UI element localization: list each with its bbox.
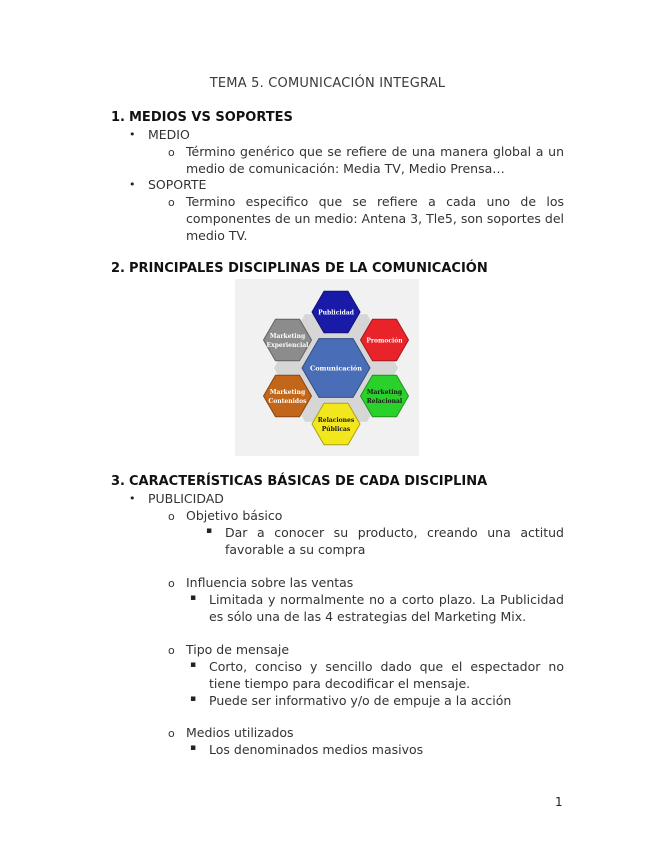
- bullet-icon: •: [129, 178, 136, 191]
- section-1-number: 1.: [111, 110, 125, 125]
- hexagon-diagram: [235, 279, 419, 456]
- node-hex-1-label: Promoción: [366, 337, 403, 345]
- section-1-title: MEDIOS VS SOPORTES: [129, 110, 293, 125]
- section-2-title: PRINCIPALES DISCIPLINAS DE LA COMUNICACIÓN: [129, 261, 488, 276]
- section-3-heading: [111, 474, 487, 489]
- objetivo-heading: Objetivo básico: [186, 508, 283, 523]
- square-bullet-icon: ▪: [206, 526, 213, 536]
- soporte-definition: Termino especifico que se refiere a cada uno de los componentes de un medio: Antena 3, Tle5, son soportes del medio TV.: [186, 194, 564, 243]
- objetivo-item: Dar a conocer su producto, creando una actitud favorable a su compra: [225, 525, 564, 557]
- node-hex-2-label: Marketing: [366, 389, 403, 396]
- center-hex-label: Comunicación: [310, 364, 362, 373]
- node-hex-5-label: Experiencial: [266, 342, 309, 349]
- mensaje-heading: Tipo de mensaje: [186, 642, 290, 657]
- square-bullet-icon: ▪: [190, 743, 197, 753]
- medios-item: Los denominados medios masivos: [209, 742, 424, 757]
- influencia-item: Limitada y normalmente no a corto plazo. La Publicidad es sólo una de las 4 estrategias del Marketing Mix.: [209, 592, 564, 624]
- section-1-heading: [111, 110, 293, 125]
- influencia-heading: Influencia sobre las ventas: [186, 575, 354, 590]
- square-bullet-icon: ▪: [190, 694, 197, 704]
- section-2-heading: [111, 261, 488, 276]
- medio-definition: Término genérico que se refiere de una manera global a un medio de comunicación: Media TV, Medio Prensa…: [186, 144, 564, 176]
- section-3-title: CARACTERÍSTICAS BÁSICAS DE CADA DISCIPLINA: [129, 474, 488, 489]
- disciplines-diagram: [235, 279, 419, 456]
- node-hex-4-label: Contenidos: [268, 398, 307, 405]
- medios-heading: Medios utilizados: [186, 725, 294, 740]
- circle-bullet-icon: o: [168, 510, 175, 523]
- node-hex-0-label: Publicidad: [318, 309, 354, 317]
- circle-bullet-icon: o: [168, 196, 175, 209]
- node-hex-3-label: Públicas: [321, 426, 351, 433]
- square-bullet-icon: ▪: [190, 593, 197, 603]
- bullet-icon: •: [129, 128, 136, 141]
- document-title: TEMA 5. COMUNICACIÓN INTEGRAL: [209, 76, 446, 91]
- node-hex-3-label: Relaciones: [317, 417, 355, 424]
- page-number: 1: [555, 795, 563, 809]
- node-hex-2-label: Relacional: [366, 398, 403, 405]
- square-bullet-icon: ▪: [190, 660, 197, 670]
- node-hex-4-label: Marketing: [269, 389, 306, 396]
- section-2-number: 2.: [111, 261, 125, 276]
- circle-bullet-icon: o: [168, 727, 175, 740]
- node-hex-5-label: Marketing: [269, 333, 306, 340]
- bullet-icon: •: [129, 492, 136, 505]
- term-medio: MEDIO: [148, 127, 190, 142]
- mensaje-item-2: Puede ser informativo y/o de empuje a la acción: [209, 693, 512, 708]
- section-3-number: 3.: [111, 474, 125, 489]
- circle-bullet-icon: o: [168, 146, 175, 159]
- mensaje-item-1: Corto, conciso y sencillo dado que el espectador no tiene tiempo para decodificar el mensaje.: [209, 659, 564, 691]
- term-soporte: SOPORTE: [148, 177, 207, 192]
- term-publicidad: PUBLICIDAD: [148, 491, 224, 506]
- circle-bullet-icon: o: [168, 577, 175, 590]
- circle-bullet-icon: o: [168, 644, 175, 657]
